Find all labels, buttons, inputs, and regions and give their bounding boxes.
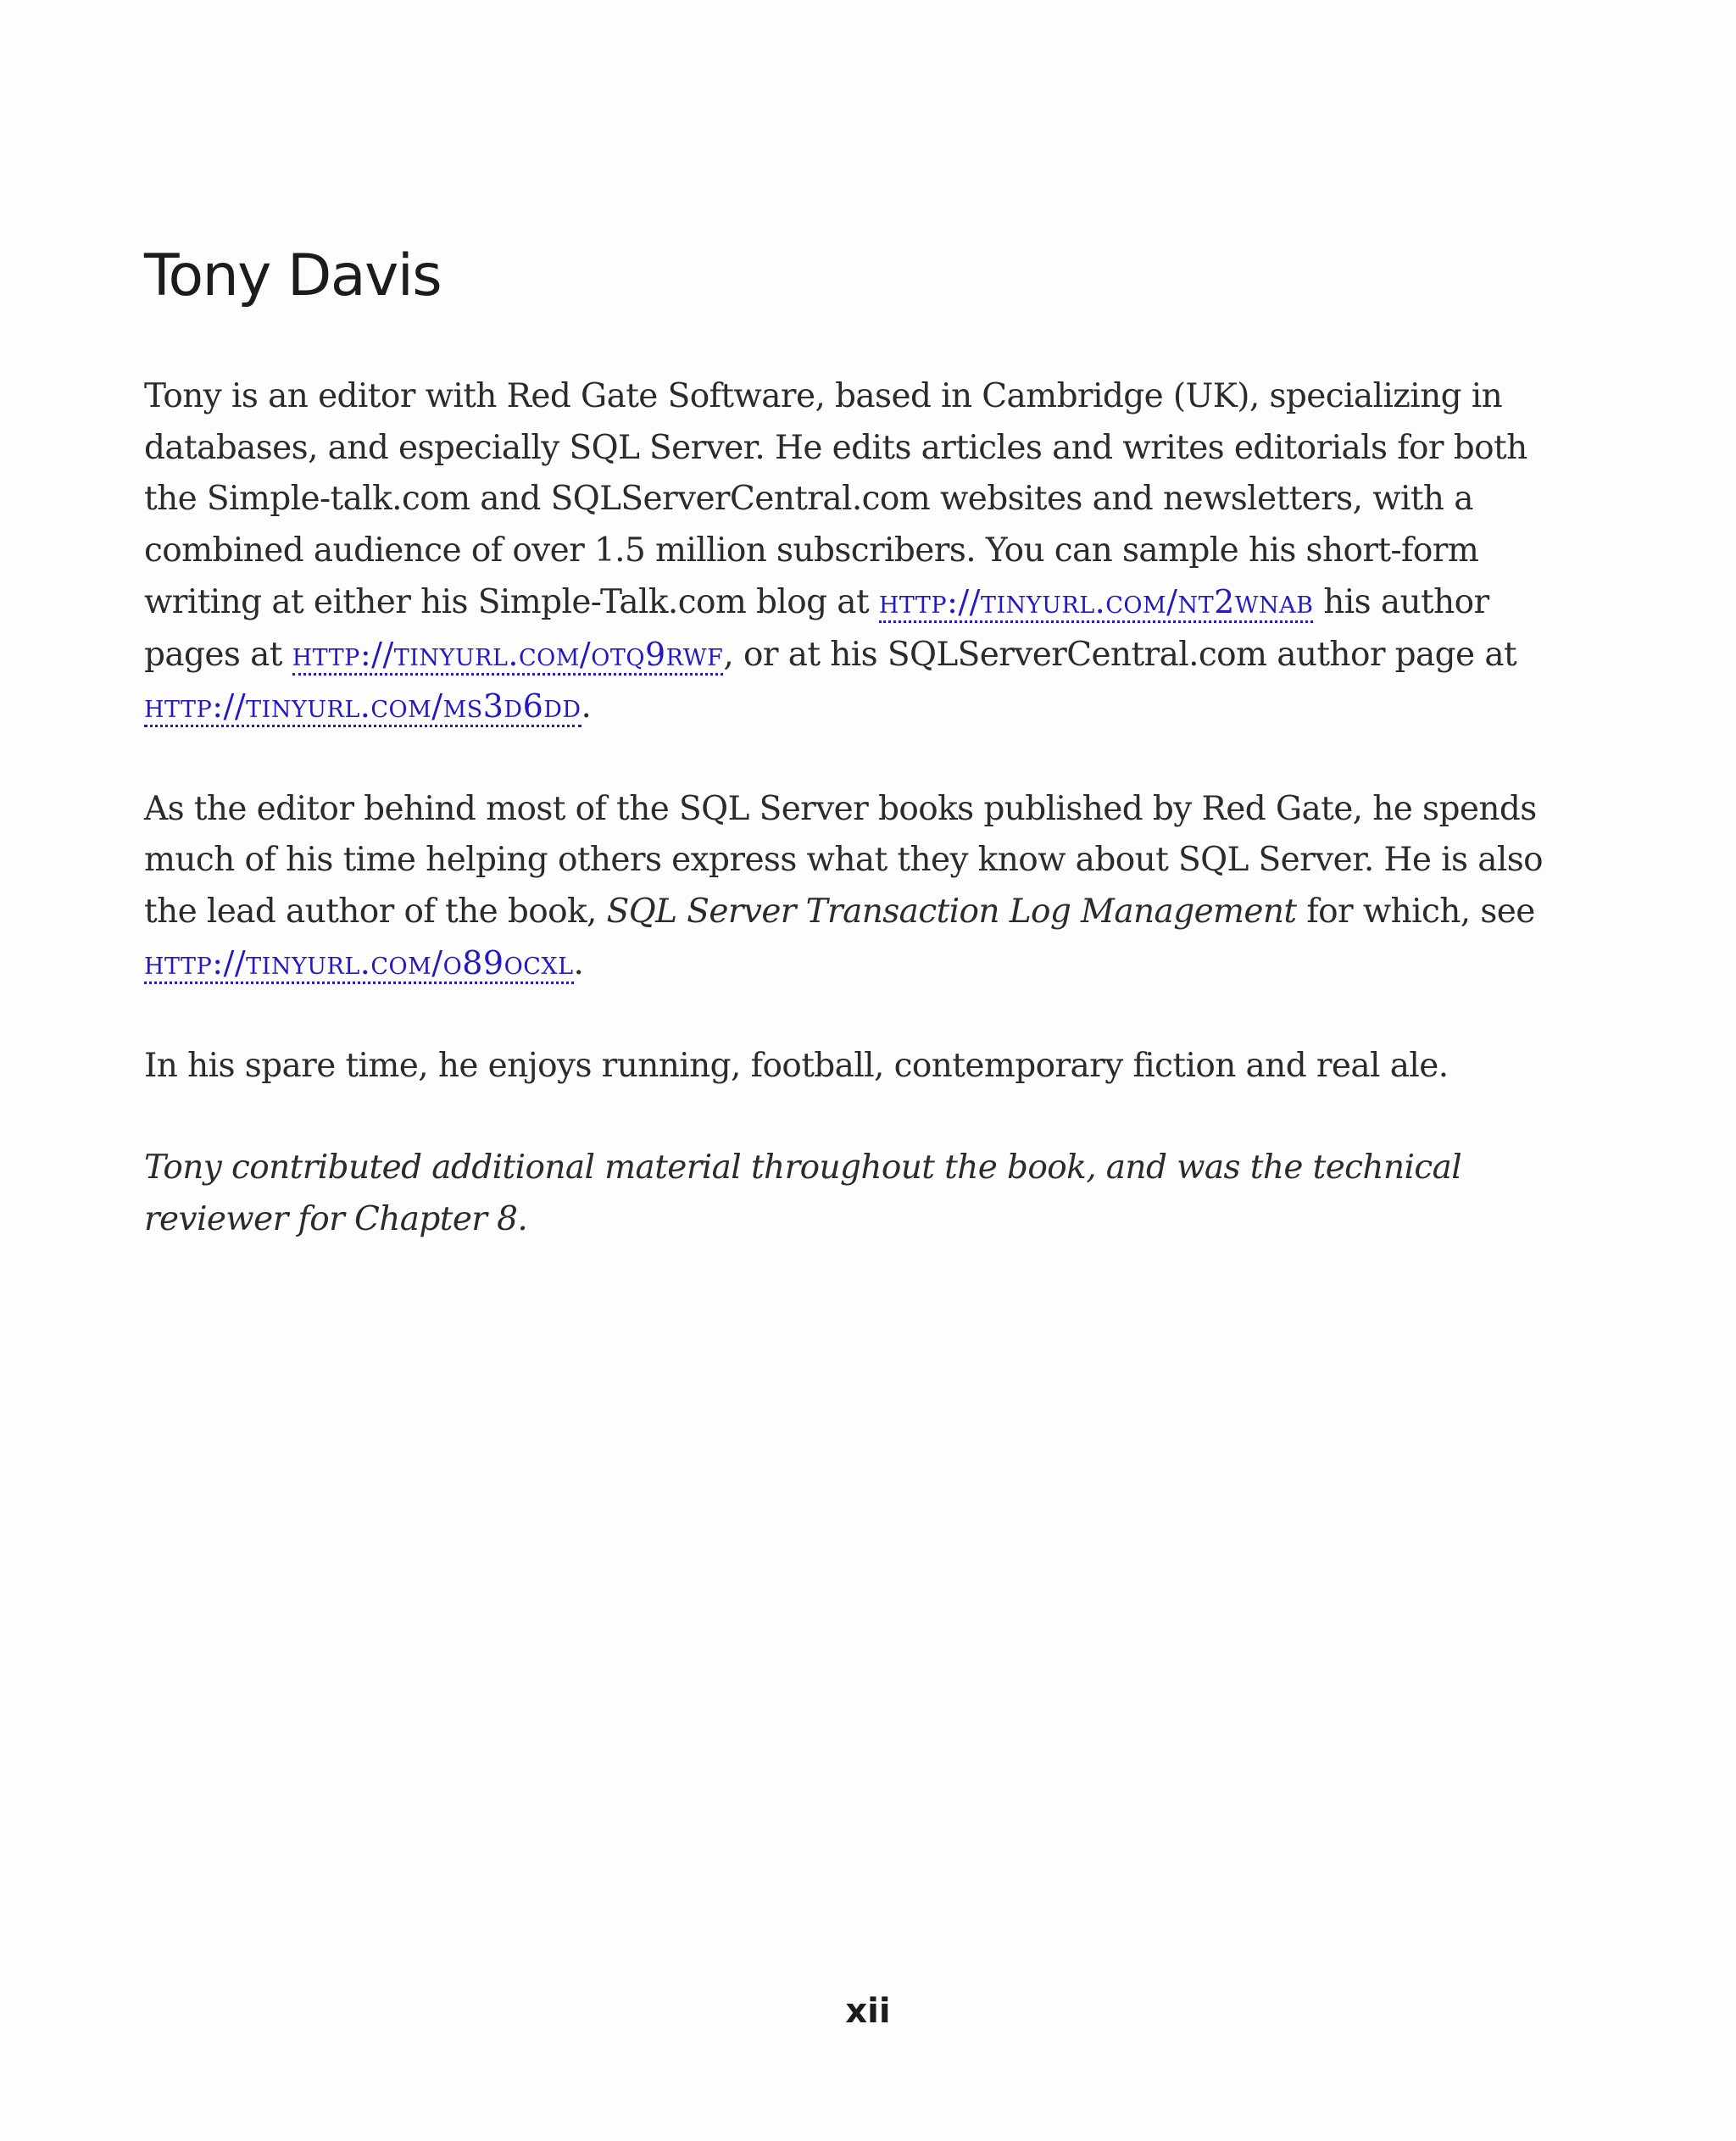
- bio-paragraph-3: In his spare time, he enjoys running, football, contemporary fiction and real ale.: [144, 1046, 1449, 1085]
- bio-paragraph-2-text-a: As the editor behind most of the SQL Server books published by Red Gate, he spends much of his time helping others express what they know about SQL Server. He is also the lead author of the book,: [144, 789, 1544, 931]
- bio-paragraph-2: [144, 784, 1585, 990]
- author-bio: [144, 371, 1585, 1245]
- bio-paragraph-1-text-a: Tony is an editor with Red Gate Software, based in Cambridge (UK), specializing in databases, and especially SQL Server. He edits articles and writes editorials for both the Simple-talk.com and SQLServerCentral.com websites and newsletters, with a combined audience of over 1.5 million subscribers. You can sample his short-form writing at either his Simple-Talk.com blog at: [144, 377, 1527, 621]
- bio-paragraph-2-text-b: for which, see: [1296, 892, 1535, 931]
- sqlservercentral-author-link[interactable]: http://tinyurl.com/ms3d6dd: [144, 687, 581, 727]
- bio-paragraph-2-text-c: .: [573, 944, 584, 982]
- author-pages-link[interactable]: http://tinyurl.com/otq9rwf: [292, 636, 724, 676]
- bio-paragraph-1-text-c: , or at his SQLServerCentral.com author page at: [723, 635, 1517, 674]
- simple-talk-blog-link[interactable]: http://tinyurl.com/nt2wnab: [879, 583, 1314, 623]
- author-heading: Tony Davis: [144, 242, 442, 309]
- page-number: xii: [845, 1992, 891, 2031]
- book-link[interactable]: http://tinyurl.com/o89ocxl: [144, 944, 574, 984]
- bio-paragraph-1: [144, 371, 1585, 733]
- bio-paragraph-1-text-d: .: [581, 687, 592, 726]
- bio-paragraph-1-text-b: his author pages at: [144, 583, 1489, 674]
- book-title: SQL Server Transaction Log Management: [606, 892, 1297, 931]
- contribution-note: Tony contributed additional material throughout the book, and was the technical reviewer for Chapter 8.: [144, 1148, 1462, 1238]
